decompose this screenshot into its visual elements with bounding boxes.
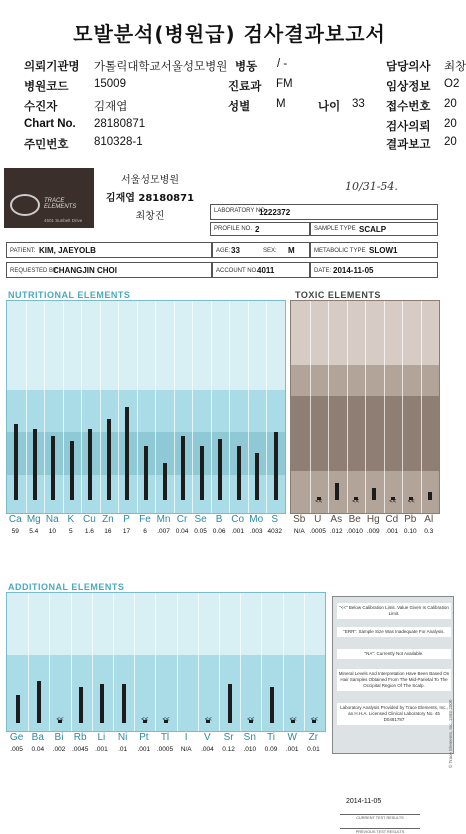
bar-hg: [372, 488, 376, 500]
bar-na: [51, 436, 55, 500]
sample-box: SAMPLE TYPE SCALP: [310, 222, 438, 236]
element-value-u: .0005: [309, 528, 326, 535]
info-label: 병동: [235, 61, 258, 73]
bar-ge: [16, 695, 20, 723]
element-symbol-co: Co: [231, 514, 245, 525]
element-value-as: .012: [329, 528, 343, 535]
bar-fe: [144, 446, 148, 500]
info-label: 성별: [228, 101, 251, 113]
info-value: O2: [444, 78, 460, 90]
lab-logo-icon: [10, 194, 40, 216]
bar-ca: [14, 424, 18, 500]
footer-line: [340, 828, 420, 829]
chart-gridline: [266, 301, 267, 513]
handwritten-date: 10/31-54.: [345, 180, 398, 193]
element-symbol-ca: Ca: [8, 514, 22, 525]
bar-sr: [228, 684, 232, 723]
element-value-v: .004: [201, 746, 214, 753]
element-value-fe: 6: [143, 528, 147, 535]
chart-gridline: [240, 593, 241, 731]
element-value-p: 17: [122, 528, 131, 535]
element-symbol-ba: Ba: [31, 732, 44, 743]
chart-gridline: [248, 301, 249, 513]
element-value-ge: .005: [10, 746, 23, 753]
bar-cu: [88, 429, 92, 500]
element-value-tl: .0005: [156, 746, 174, 753]
age-sex-box: AGE: 33 SEX: M: [212, 242, 310, 258]
chart-gridline: [304, 593, 305, 731]
element-value-cr: 0.04: [175, 528, 189, 535]
bar-zn: [107, 419, 111, 500]
element-symbol-ge: Ge: [9, 732, 24, 743]
element-symbol-v: V: [204, 732, 211, 743]
chart-gridline: [155, 593, 156, 731]
chart-gridline: [283, 593, 284, 731]
element-symbol-cr: Cr: [176, 514, 188, 525]
legend-item: "NA": Currently Not Available.: [337, 649, 451, 659]
element-value-ti: 0.09: [264, 746, 278, 753]
chart-gridline: [310, 301, 311, 513]
element-symbol-i: I: [184, 732, 188, 743]
element-value-mg: 5.4: [29, 528, 39, 535]
below-limit-flag: <<: [56, 717, 64, 723]
info-value: 가톨릭대학교서울성모병원: [94, 61, 228, 73]
element-symbol-rb: Rb: [73, 732, 87, 743]
element-value-w: .001: [285, 746, 299, 753]
element-value-i: N/A: [180, 746, 192, 753]
bar-mn: [163, 463, 167, 500]
date-box: DATE: 2014-11-05: [310, 262, 438, 278]
info-value: 15009: [94, 78, 126, 90]
element-value-cu: 1.6: [84, 528, 94, 535]
element-value-be: .0010: [346, 528, 363, 535]
chart-gridline: [113, 593, 114, 731]
footer-label: CURRENT TEST RESULTS: [356, 816, 404, 820]
info-label: 의뢰기관명: [24, 61, 80, 73]
info-label: 접수번호: [386, 101, 431, 113]
info-row-3: [24, 98, 128, 114]
info-row-1: [24, 58, 228, 74]
bar-mo: [255, 453, 259, 500]
info-value: 20: [444, 136, 457, 148]
info-row-4-b: [386, 118, 457, 134]
report-date: 2014-11-05: [333, 266, 374, 275]
element-symbol-al: Al: [424, 514, 434, 525]
sticker-patient: 김재엽 28180871: [105, 193, 195, 204]
bar-cr: [181, 436, 185, 500]
bar-rb: [79, 687, 83, 722]
below-limit-flag: <<: [289, 717, 297, 723]
bar-p: [125, 407, 129, 500]
info-label: 검사의뢰: [386, 121, 431, 133]
element-symbol-sn: Sn: [243, 732, 256, 743]
element-symbol-mn: Mn: [156, 514, 171, 525]
bar-ti: [270, 687, 274, 722]
element-symbol-k: K: [67, 514, 75, 525]
chart-gridline: [229, 301, 230, 513]
chart-gridline: [134, 593, 135, 731]
profile-box: PROFILE NO. 2: [210, 222, 310, 236]
info-label: 담당의사: [386, 61, 431, 73]
element-value-pt: .001: [137, 746, 151, 753]
info-label: 나이: [318, 101, 341, 113]
element-value-cd: .001: [385, 528, 399, 535]
chart-gridline: [100, 301, 101, 513]
additional-chart: [6, 592, 326, 732]
element-value-ba: 0.04: [31, 746, 45, 753]
info-value: 28180871: [94, 118, 146, 130]
element-value-mo: .003: [249, 528, 263, 535]
element-symbol-mg: Mg: [26, 514, 41, 525]
info-label: 진료과: [228, 81, 262, 93]
hospital-sticker: [96, 172, 204, 238]
element-symbol-p: P: [123, 514, 130, 525]
info-label: 임상정보: [386, 81, 431, 93]
info-row-5: [24, 136, 143, 152]
element-value-b: 0.06: [212, 528, 226, 535]
element-value-sb: N/A: [293, 528, 305, 535]
below-limit-flag: <<: [247, 717, 255, 723]
chart-gridline: [198, 593, 199, 731]
lab-header-band: [4, 168, 94, 228]
legend-item: Mineral Levels And Interpretation Have Been Based On Hair Samples Obtained From The Mid-Parietal To The Occipital Region Of The Scalp.: [337, 669, 451, 691]
info-value: 33: [352, 98, 365, 110]
profile-no: 2: [255, 225, 260, 234]
chart-gridline: [347, 301, 348, 513]
info-row-3-b: [228, 98, 286, 114]
bar-li: [100, 684, 104, 723]
sample-type: SCALP: [359, 225, 387, 234]
element-value-se: 0.05: [194, 528, 207, 535]
element-value-li: .001: [95, 746, 108, 753]
chart-gridline: [26, 301, 27, 513]
lab-name: TRACE ELEMENTS: [44, 198, 77, 210]
chart-gridline: [118, 301, 119, 513]
element-symbol-na: Na: [45, 514, 59, 525]
chart-gridline: [402, 301, 403, 513]
element-symbol-bi: Bi: [54, 732, 64, 743]
element-value-sn: .010: [243, 746, 257, 753]
requested-by: CHANGJIN CHOI: [53, 266, 118, 275]
chart-band-light: [7, 301, 285, 390]
lab-number-box: LABORATORY NO. 1222372: [210, 204, 438, 220]
info-row-3-d: [386, 98, 457, 114]
chart-gridline: [81, 301, 82, 513]
report-title: 모발분석(병원급) 검사결과보고서: [73, 22, 386, 46]
chart-gridline: [219, 593, 220, 731]
below-limit-flag: <<: [162, 717, 170, 723]
sticker-hospital: 서울성모병원: [121, 175, 179, 186]
bar-ni: [122, 684, 126, 723]
legend-item: "<<" Below Calibration Limit. Value Given Is Calibration Limit.: [337, 603, 451, 619]
below-limit-flag: <<: [141, 717, 149, 723]
info-label: 주민번호: [24, 139, 69, 151]
info-row-5-b: [386, 136, 457, 152]
element-symbol-ti: Ti: [267, 732, 275, 743]
element-symbol-as: As: [330, 514, 343, 525]
element-value-zn: 16: [104, 528, 112, 535]
metabolic-type: SLOW1: [369, 246, 398, 255]
element-symbol-pb: Pb: [404, 514, 417, 525]
element-value-mn: .007: [157, 528, 170, 535]
toxic-chart: [290, 300, 440, 514]
info-value: 20: [444, 118, 457, 130]
element-symbol-mo: Mo: [249, 514, 264, 525]
element-symbol-se: Se: [194, 514, 207, 525]
sticker-doctor: 최창진: [135, 211, 165, 222]
info-label: Chart No.: [24, 118, 76, 130]
element-symbol-s: S: [271, 514, 279, 525]
element-value-sr: 0.12: [222, 746, 235, 753]
nutritional-title: NUTRITIONAL ELEMENTS: [8, 290, 131, 300]
element-value-hg: .009: [366, 528, 380, 535]
chart-gridline: [49, 593, 50, 731]
bar-se: [200, 446, 204, 500]
lab-address: 4501 Sunbelt Drive: [44, 218, 83, 223]
metabolic-box: METABOLIC TYPE SLOW1: [310, 242, 438, 258]
info-label: 결과보고: [386, 139, 431, 151]
element-symbol-tl: Tl: [160, 732, 170, 743]
chart-gridline: [71, 593, 72, 731]
sex: M: [288, 246, 295, 255]
element-symbol-b: B: [215, 514, 223, 525]
below-limit-flag: <<: [407, 499, 415, 505]
chart-gridline: [63, 301, 64, 513]
info-row-3-c: [318, 98, 365, 114]
info-row-2: [24, 78, 126, 94]
below-limit-flag: <<: [310, 717, 318, 723]
element-symbol-pt: Pt: [139, 732, 149, 743]
info-value: 20: [444, 98, 457, 110]
info-value: 김재엽: [94, 101, 128, 113]
bar-al: [428, 492, 432, 500]
chart-gridline: [261, 593, 262, 731]
element-value-s: 4032: [267, 528, 282, 535]
element-symbol-sb: Sb: [293, 514, 306, 525]
element-symbol-ni: Ni: [117, 732, 128, 743]
info-label: 수진자: [24, 101, 58, 113]
element-value-ni: .01: [118, 746, 128, 753]
element-value-ca: 59: [11, 528, 19, 535]
chart-gridline: [192, 301, 193, 513]
element-value-k: 5: [69, 528, 73, 535]
element-symbol-w: W: [287, 732, 297, 743]
patient-name: KIM, JAEYOLB: [39, 246, 96, 255]
element-symbol-be: Be: [348, 514, 361, 525]
element-value-co: .001: [231, 528, 244, 535]
info-value: 810328-1: [94, 136, 143, 148]
element-symbol-li: Li: [97, 732, 106, 743]
bar-co: [237, 446, 241, 500]
patient-box: PATIENT: KIM, JAEYOLB: [6, 242, 212, 258]
chart-gridline: [155, 301, 156, 513]
info-value: 최창: [444, 61, 466, 73]
account-no: 4011: [257, 266, 275, 275]
element-symbol-cu: Cu: [82, 514, 96, 525]
info-row-4: [24, 118, 146, 130]
element-symbol-sr: Sr: [223, 732, 234, 743]
info-row-1-c: [386, 58, 466, 74]
info-label: 병원코드: [24, 81, 69, 93]
chart-gridline: [44, 301, 45, 513]
chart-gridline: [92, 593, 93, 731]
chart-gridline: [174, 301, 175, 513]
element-value-na: 10: [48, 528, 56, 535]
additional-title: ADDITIONAL ELEMENTS: [8, 582, 125, 592]
element-value-bi: .002: [52, 746, 66, 753]
below-limit-flag: <<: [315, 499, 323, 505]
nutritional-chart: [6, 300, 286, 514]
element-value-rb: .0045: [72, 746, 89, 753]
info-row-1-b: [235, 58, 288, 74]
bar-mg: [33, 429, 37, 500]
chart-gridline: [177, 593, 178, 731]
scanned-report: [0, 168, 459, 834]
lab-number: 1222372: [259, 208, 291, 217]
info-row-2-b: [228, 78, 293, 94]
info-value: M: [276, 98, 286, 110]
element-value-al: 0.3: [424, 528, 434, 535]
requested-box: REQUESTED BY CHANGJIN CHOI: [6, 262, 212, 278]
footer-line: [340, 814, 420, 815]
element-symbol-zr: Zr: [308, 732, 319, 743]
chart-gridline: [365, 301, 366, 513]
bar-k: [70, 441, 74, 500]
element-symbol-zn: Zn: [102, 514, 114, 525]
chart-gridline: [384, 301, 385, 513]
chart-gridline: [211, 301, 212, 513]
element-symbol-fe: Fe: [139, 514, 151, 525]
element-symbol-u: U: [314, 514, 322, 525]
element-value-zr: 0.01: [307, 746, 320, 753]
footer-date: 2014-11-05: [346, 798, 382, 805]
legend-item: "ERR": Sample Size Was Inadequate For Analysis.: [337, 627, 451, 637]
info-value: FM: [276, 78, 293, 90]
chart-band-light: [7, 593, 325, 655]
chart-gridline: [421, 301, 422, 513]
account-box: ACCOUNT NO. 4011: [212, 262, 310, 278]
footer-label: PREVIOUS TEST RESULTS: [355, 830, 405, 834]
chart-gridline: [28, 593, 29, 731]
copyright-note: © Trace Elements, Inc. 1998-2000: [448, 699, 453, 768]
element-symbol-cd: Cd: [385, 514, 399, 525]
bar-b: [218, 439, 222, 500]
below-limit-flag: <<: [204, 717, 212, 723]
legend-item: Laboratory Analysis Provided by Trace Elements, Inc., an H.H.A. Licensed Clinical Laboratory No. 45 D0481787: [337, 703, 451, 725]
legend-box: [332, 596, 454, 754]
element-symbol-hg: Hg: [366, 514, 380, 525]
below-limit-flag: <<: [389, 499, 397, 505]
bar-s: [274, 432, 278, 500]
info-row-2-c: [386, 78, 460, 94]
element-value-pb: 0.10: [403, 528, 417, 535]
chart-gridline: [328, 301, 329, 513]
below-limit-flag: <<: [352, 499, 360, 505]
bar-as: [335, 483, 339, 500]
info-value: / -: [277, 58, 288, 70]
age: 33: [231, 246, 240, 255]
bar-ba: [37, 681, 41, 723]
toxic-title: TOXIC ELEMENTS: [295, 290, 381, 300]
chart-gridline: [137, 301, 138, 513]
